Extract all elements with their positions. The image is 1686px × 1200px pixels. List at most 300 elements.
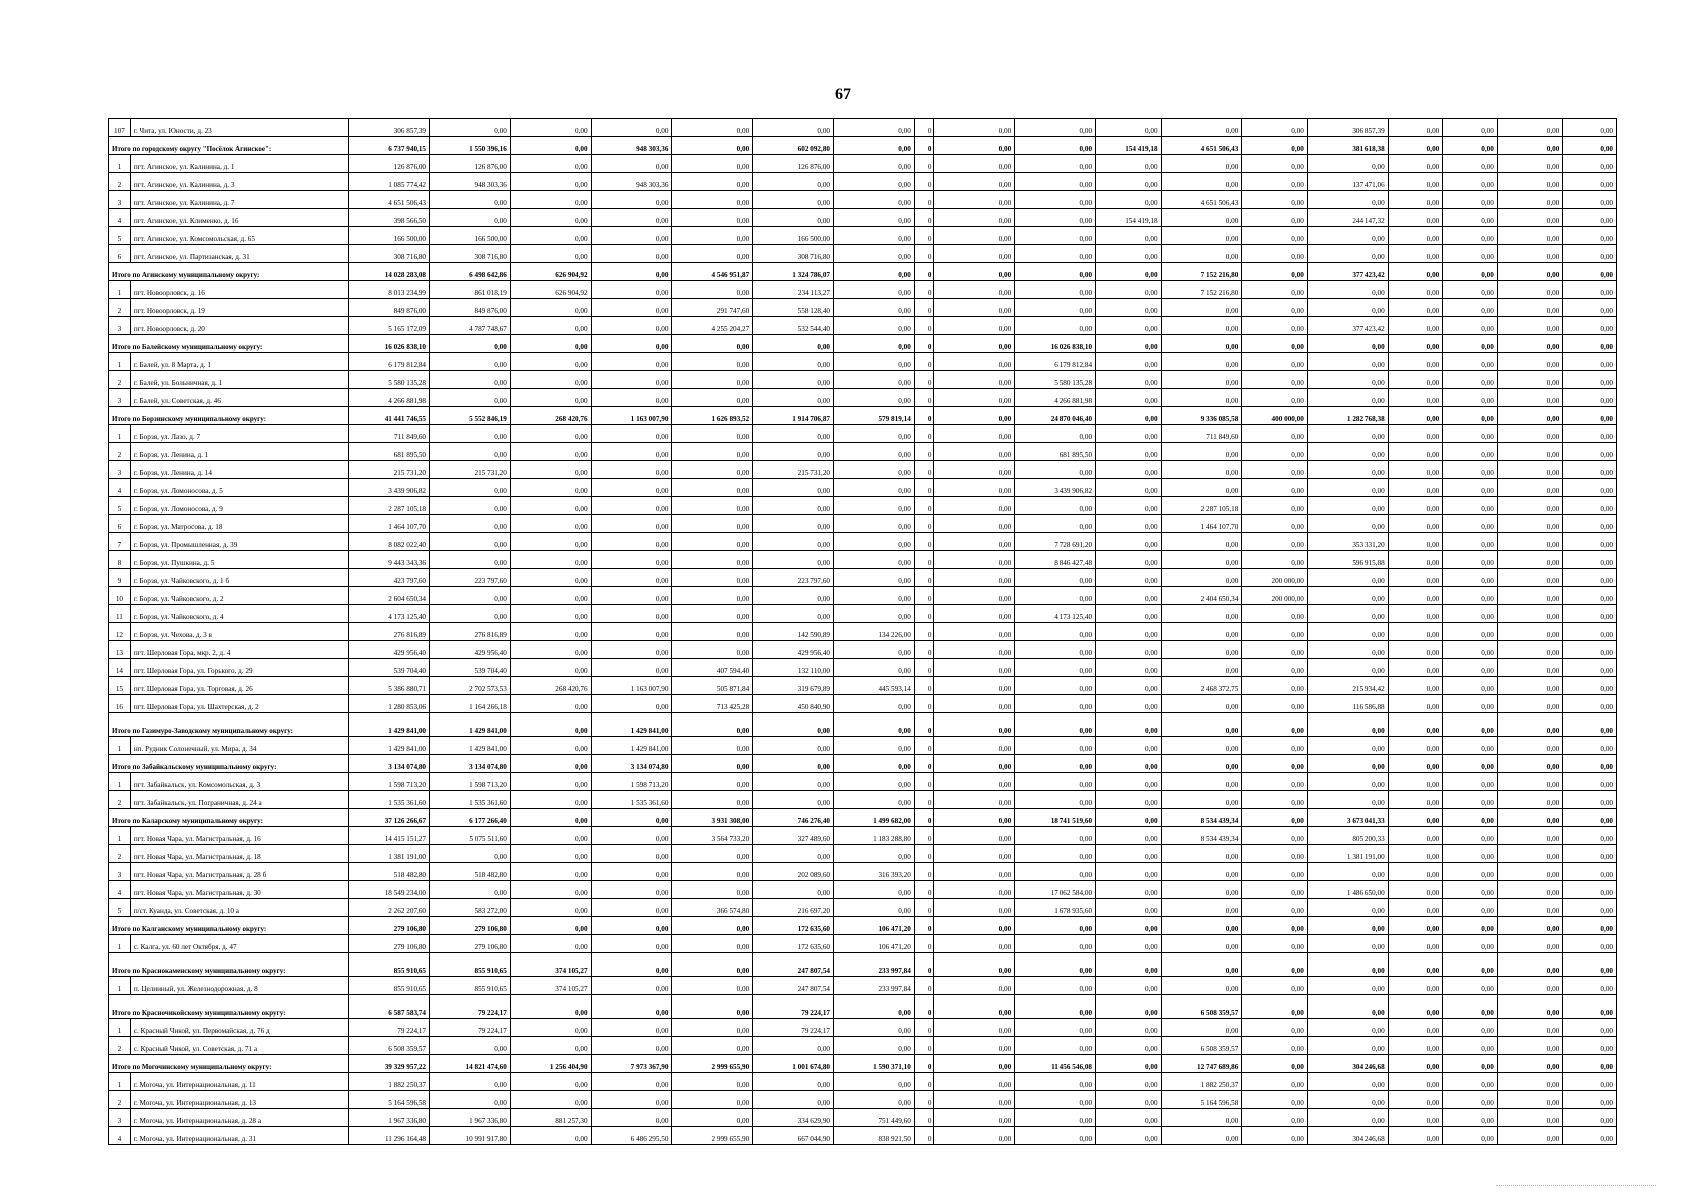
value-cell: 1 164 266,18: [430, 695, 511, 713]
value-cell: 0,00: [1443, 209, 1498, 227]
row-number: 16: [109, 695, 131, 713]
value-cell: 319 679,89: [753, 677, 834, 695]
value-cell: 849 876,00: [349, 299, 430, 317]
value-cell: 0,00: [1563, 827, 1617, 845]
value-cell: 0,00: [1242, 497, 1308, 515]
value-cell: 0,00: [1497, 335, 1563, 353]
address-cell: г. Борзя, ул. Лазо, д. 7: [130, 425, 348, 443]
value-cell: 0,00: [1307, 659, 1388, 677]
value-cell: 79 224,17: [349, 1019, 430, 1037]
value-cell: 0,00: [1096, 119, 1162, 137]
value-cell: 0,00: [510, 863, 591, 881]
value-cell: 0,00: [934, 371, 1015, 389]
value-cell: 0,00: [1096, 479, 1162, 497]
value-cell: 0,00: [934, 737, 1015, 755]
value-cell: 0: [914, 713, 934, 737]
value-cell: 0,00: [510, 641, 591, 659]
address-cell: с. Красный Чикой, ул. Советская, д. 71 а: [130, 1037, 348, 1055]
value-cell: 0,00: [1563, 881, 1617, 899]
value-cell: 0,00: [1161, 389, 1242, 407]
row-number: 1: [109, 935, 131, 953]
value-cell: 0: [914, 479, 934, 497]
value-cell: 0,00: [672, 1109, 753, 1127]
value-cell: 1 282 768,38: [1307, 407, 1388, 425]
value-cell: 0,00: [934, 497, 1015, 515]
row-number: 3: [109, 317, 131, 335]
value-cell: 0,00: [1161, 641, 1242, 659]
value-cell: 0,00: [834, 191, 915, 209]
value-cell: 0,00: [1443, 1055, 1498, 1073]
value-cell: 0,00: [834, 737, 915, 755]
value-cell: 0,00: [1388, 299, 1443, 317]
table-row: [109, 479, 1617, 497]
value-cell: 0,00: [1443, 845, 1498, 863]
total-row: [109, 137, 1617, 155]
value-cell: 0,00: [1563, 299, 1617, 317]
value-cell: 0,00: [1497, 155, 1563, 173]
value-cell: 0,00: [1443, 1073, 1498, 1091]
value-cell: 0,00: [1096, 299, 1162, 317]
value-cell: 0,00: [591, 809, 672, 827]
value-cell: 0,00: [1015, 425, 1096, 443]
value-cell: 0,00: [672, 845, 753, 863]
value-cell: 0,00: [1015, 791, 1096, 809]
value-cell: 0,00: [1242, 137, 1308, 155]
value-cell: 0,00: [1443, 1127, 1498, 1145]
table-row: [109, 935, 1617, 953]
value-cell: 0,00: [672, 443, 753, 461]
row-number: 10: [109, 587, 131, 605]
value-cell: 0,00: [510, 605, 591, 623]
value-cell: 0,00: [753, 479, 834, 497]
value-cell: 0,00: [1307, 995, 1388, 1019]
value-cell: 0,00: [1443, 881, 1498, 899]
row-number: 2: [109, 1037, 131, 1055]
value-cell: 0,00: [1015, 173, 1096, 191]
value-cell: 18 549 234,00: [349, 881, 430, 899]
value-cell: 0,00: [934, 533, 1015, 551]
value-cell: 0,00: [1563, 605, 1617, 623]
value-cell: 1 183 288,80: [834, 827, 915, 845]
value-cell: 0,00: [1497, 461, 1563, 479]
value-cell: 0,00: [1015, 209, 1096, 227]
value-cell: 0,00: [1242, 119, 1308, 137]
value-cell: 0,00: [1096, 533, 1162, 551]
value-cell: 306 857,39: [1307, 119, 1388, 137]
value-cell: 0,00: [430, 845, 511, 863]
value-cell: 0,00: [1497, 935, 1563, 953]
value-cell: 0,00: [510, 227, 591, 245]
total-label: Итого по городскому округу "Посёлок Агинское":: [109, 137, 349, 155]
value-cell: 0,00: [934, 191, 1015, 209]
table-body: [109, 119, 1617, 1145]
value-cell: 0: [914, 443, 934, 461]
value-cell: 0,00: [1161, 623, 1242, 641]
row-number: 1: [109, 737, 131, 755]
value-cell: 0,00: [1497, 569, 1563, 587]
value-cell: 1 001 674,80: [753, 1055, 834, 1073]
value-cell: 0,00: [1307, 191, 1388, 209]
address-cell: пгт. Шерловая Гора, ул. Горького, д. 29: [130, 659, 348, 677]
row-number: 2: [109, 299, 131, 317]
value-cell: 276 816,89: [349, 623, 430, 641]
value-cell: 0,00: [753, 1091, 834, 1109]
value-cell: 0,00: [1443, 899, 1498, 917]
value-cell: 0,00: [834, 695, 915, 713]
value-cell: 0,00: [591, 263, 672, 281]
value-cell: 0,00: [672, 281, 753, 299]
value-cell: 0,00: [1388, 899, 1443, 917]
value-cell: 0,00: [1307, 587, 1388, 605]
value-cell: 3 134 074,80: [591, 755, 672, 773]
value-cell: 3 931 308,00: [672, 809, 753, 827]
value-cell: 0,00: [1242, 191, 1308, 209]
value-cell: 0: [914, 587, 934, 605]
value-cell: 0,00: [1497, 497, 1563, 515]
value-cell: 0: [914, 1109, 934, 1127]
value-cell: 579 819,14: [834, 407, 915, 425]
value-cell: 0,00: [934, 695, 1015, 713]
value-cell: 0: [914, 1055, 934, 1073]
value-cell: 17 062 584,00: [1015, 881, 1096, 899]
value-cell: 0,00: [934, 245, 1015, 263]
value-cell: 154 419,18: [1096, 209, 1162, 227]
value-cell: 0,00: [1388, 1073, 1443, 1091]
value-cell: 0,00: [1015, 695, 1096, 713]
value-cell: 0,00: [591, 443, 672, 461]
value-cell: 0,00: [1096, 227, 1162, 245]
value-cell: 0,00: [934, 827, 1015, 845]
value-cell: 0,00: [1242, 551, 1308, 569]
table-row: [109, 605, 1617, 623]
value-cell: 4 266 881,98: [1015, 389, 1096, 407]
value-cell: 0,00: [1388, 587, 1443, 605]
value-cell: 0,00: [1096, 863, 1162, 881]
value-cell: 0,00: [510, 389, 591, 407]
value-cell: 0,00: [1563, 899, 1617, 917]
value-cell: 0,00: [672, 155, 753, 173]
table-row: [109, 515, 1617, 533]
value-cell: 0,00: [1242, 953, 1308, 977]
value-cell: 0,00: [1563, 623, 1617, 641]
value-cell: 11 296 164,48: [349, 1127, 430, 1145]
value-cell: 2 999 655,90: [672, 1055, 753, 1073]
value-cell: 0,00: [591, 497, 672, 515]
value-cell: 0,00: [1242, 845, 1308, 863]
value-cell: 0,00: [834, 713, 915, 737]
value-cell: 0,00: [934, 605, 1015, 623]
value-cell: 1 626 893,52: [672, 407, 753, 425]
address-cell: пгт. Агинское, ул. Комсомольская, д. 65: [130, 227, 348, 245]
value-cell: 0,00: [1242, 389, 1308, 407]
value-cell: 948 303,36: [591, 173, 672, 191]
value-cell: 132 110,00: [753, 659, 834, 677]
value-cell: 596 915,88: [1307, 551, 1388, 569]
address-cell: г. Балей, ул. Больничная, д. 1: [130, 371, 348, 389]
value-cell: 0,00: [591, 935, 672, 953]
value-cell: 0,00: [430, 587, 511, 605]
value-cell: 0,00: [1307, 1037, 1388, 1055]
value-cell: 0,00: [834, 773, 915, 791]
value-cell: 0,00: [1015, 737, 1096, 755]
value-cell: 0,00: [1096, 755, 1162, 773]
value-cell: 0,00: [430, 335, 511, 353]
value-cell: 0: [914, 737, 934, 755]
value-cell: 0,00: [1161, 209, 1242, 227]
value-cell: 0,00: [510, 155, 591, 173]
value-cell: 0,00: [1443, 917, 1498, 935]
value-cell: 268 420,76: [510, 677, 591, 695]
value-cell: 0,00: [510, 623, 591, 641]
value-cell: 1 280 853,06: [349, 695, 430, 713]
value-cell: 0,00: [1497, 551, 1563, 569]
value-cell: 7 152 216,80: [1161, 263, 1242, 281]
value-cell: 0: [914, 497, 934, 515]
value-cell: 0,00: [1242, 977, 1308, 995]
value-cell: 12 747 689,86: [1161, 1055, 1242, 1073]
value-cell: 0,00: [672, 353, 753, 371]
value-cell: 0,00: [430, 1073, 511, 1091]
value-cell: 0,00: [1161, 1109, 1242, 1127]
value-cell: 0,00: [1563, 1109, 1617, 1127]
value-cell: 0,00: [1563, 1073, 1617, 1091]
value-cell: 0,00: [834, 371, 915, 389]
address-cell: г. Борзя, ул. Матросова, д. 18: [130, 515, 348, 533]
value-cell: 215 731,20: [349, 461, 430, 479]
value-cell: 0,00: [1015, 1019, 1096, 1037]
table-row: [109, 1091, 1617, 1109]
table-row: [109, 173, 1617, 191]
value-cell: 0,00: [1388, 389, 1443, 407]
value-cell: 0,00: [1563, 371, 1617, 389]
value-cell: 0,00: [591, 1091, 672, 1109]
value-cell: 0,00: [753, 191, 834, 209]
value-cell: 6 508 359,57: [1161, 995, 1242, 1019]
value-cell: 0,00: [1015, 917, 1096, 935]
value-cell: 0,00: [1015, 587, 1096, 605]
value-cell: 0,00: [1563, 317, 1617, 335]
value-cell: 849 876,00: [430, 299, 511, 317]
value-cell: 0,00: [1096, 827, 1162, 845]
value-cell: 0,00: [1307, 1073, 1388, 1091]
value-cell: 0,00: [834, 335, 915, 353]
value-cell: 0,00: [1015, 995, 1096, 1019]
value-cell: 0,00: [1563, 569, 1617, 587]
value-cell: 0,00: [753, 881, 834, 899]
value-cell: 6 587 583,74: [349, 995, 430, 1019]
value-cell: 0,00: [1563, 995, 1617, 1019]
value-cell: 0,00: [1497, 713, 1563, 737]
value-cell: 0,00: [1388, 695, 1443, 713]
value-cell: 0,00: [934, 755, 1015, 773]
value-cell: 0,00: [672, 245, 753, 263]
value-cell: 0,00: [591, 917, 672, 935]
value-cell: 2 999 655,90: [672, 1127, 753, 1145]
value-cell: 5 552 846,19: [430, 407, 511, 425]
value-cell: 0,00: [934, 773, 1015, 791]
value-cell: 0,00: [1242, 227, 1308, 245]
value-cell: 0,00: [1563, 935, 1617, 953]
value-cell: 0,00: [1497, 605, 1563, 623]
value-cell: 11 456 546,08: [1015, 1055, 1096, 1073]
value-cell: 0,00: [510, 479, 591, 497]
table-row: [109, 641, 1617, 659]
value-cell: 429 956,40: [753, 641, 834, 659]
value-cell: 0: [914, 335, 934, 353]
value-cell: 0,00: [1015, 623, 1096, 641]
value-cell: 200 000,00: [1242, 569, 1308, 587]
value-cell: 4 546 951,87: [672, 263, 753, 281]
value-cell: 0,00: [1242, 899, 1308, 917]
row-number: 2: [109, 845, 131, 863]
value-cell: 0,00: [591, 155, 672, 173]
value-cell: 0,00: [430, 479, 511, 497]
value-cell: 0,00: [753, 755, 834, 773]
value-cell: 0,00: [1161, 977, 1242, 995]
value-cell: 0,00: [1015, 713, 1096, 737]
value-cell: 0,00: [753, 845, 834, 863]
value-cell: 0,00: [934, 335, 1015, 353]
value-cell: 0,00: [1096, 917, 1162, 935]
value-cell: 0,00: [753, 497, 834, 515]
value-cell: 0: [914, 461, 934, 479]
value-cell: 0,00: [1161, 227, 1242, 245]
row-number: 6: [109, 515, 131, 533]
total-label: Итого по Красночикойскому муниципальному округу:: [109, 995, 349, 1019]
value-cell: 37 126 266,67: [349, 809, 430, 827]
value-cell: 0,00: [1307, 713, 1388, 737]
value-cell: 0,00: [934, 443, 1015, 461]
value-cell: 626 904,92: [510, 263, 591, 281]
value-cell: 0,00: [1563, 461, 1617, 479]
value-cell: 0,00: [510, 461, 591, 479]
value-cell: 0,00: [1563, 443, 1617, 461]
value-cell: 0,00: [1242, 773, 1308, 791]
value-cell: 1 381 191,00: [349, 845, 430, 863]
value-cell: 9 336 085,58: [1161, 407, 1242, 425]
value-cell: 0,00: [510, 299, 591, 317]
value-cell: 0,00: [1497, 227, 1563, 245]
value-cell: 0,00: [1307, 443, 1388, 461]
value-cell: 0,00: [1563, 353, 1617, 371]
value-cell: 0,00: [1161, 533, 1242, 551]
value-cell: 0,00: [1497, 1073, 1563, 1091]
value-cell: 0,00: [1161, 845, 1242, 863]
value-cell: 0,00: [430, 389, 511, 407]
value-cell: 0,00: [834, 551, 915, 569]
value-cell: 0,00: [1096, 443, 1162, 461]
value-cell: 16 026 838,10: [349, 335, 430, 353]
value-cell: 0: [914, 977, 934, 995]
value-cell: 0,00: [1497, 1091, 1563, 1109]
value-cell: 0,00: [1307, 977, 1388, 995]
value-cell: 0,00: [834, 497, 915, 515]
value-cell: 2 468 372,75: [1161, 677, 1242, 695]
value-cell: 0,00: [1388, 461, 1443, 479]
value-cell: 0,00: [1161, 695, 1242, 713]
table-row: [109, 209, 1617, 227]
value-cell: 0,00: [1161, 1019, 1242, 1037]
value-cell: 855 910,65: [349, 977, 430, 995]
value-cell: 0,00: [672, 737, 753, 755]
value-cell: 0,00: [1096, 605, 1162, 623]
value-cell: 279 106,80: [430, 935, 511, 953]
value-cell: 0,00: [934, 173, 1015, 191]
value-cell: 0,00: [1096, 335, 1162, 353]
value-cell: 0,00: [834, 173, 915, 191]
value-cell: 0,00: [510, 497, 591, 515]
value-cell: 0,00: [1096, 1037, 1162, 1055]
value-cell: 0,00: [834, 899, 915, 917]
value-cell: 24 870 046,40: [1015, 407, 1096, 425]
value-cell: 0,00: [834, 791, 915, 809]
value-cell: 0,00: [1388, 827, 1443, 845]
value-cell: 0,00: [1161, 935, 1242, 953]
row-number: 4: [109, 1127, 131, 1145]
value-cell: 2 604 650,34: [349, 587, 430, 605]
value-cell: 0,00: [1242, 461, 1308, 479]
value-cell: 0,00: [934, 317, 1015, 335]
address-cell: п. Целинный, ул. Железнодорожная, д. 8: [130, 977, 348, 995]
value-cell: 0,00: [1307, 479, 1388, 497]
value-cell: 268 420,76: [510, 407, 591, 425]
value-cell: 0: [914, 389, 934, 407]
value-cell: 0,00: [1443, 569, 1498, 587]
value-cell: 0,00: [1563, 845, 1617, 863]
value-cell: 0,00: [591, 605, 672, 623]
value-cell: 0,00: [591, 953, 672, 977]
value-cell: 0,00: [1497, 845, 1563, 863]
value-cell: 0,00: [934, 407, 1015, 425]
address-cell: пгт. Новая Чара, ул. Магистральная, д. 30: [130, 881, 348, 899]
row-number: 1: [109, 827, 131, 845]
value-cell: 0,00: [1497, 755, 1563, 773]
table-row: [109, 227, 1617, 245]
value-cell: 0,00: [934, 659, 1015, 677]
value-cell: 0,00: [672, 479, 753, 497]
value-cell: 0,00: [1497, 953, 1563, 977]
value-cell: 0,00: [510, 791, 591, 809]
value-cell: 0,00: [591, 827, 672, 845]
value-cell: 0,00: [672, 569, 753, 587]
value-cell: 7 152 216,80: [1161, 281, 1242, 299]
value-cell: 0,00: [1161, 155, 1242, 173]
value-cell: 0,00: [934, 389, 1015, 407]
value-cell: 0,00: [672, 1091, 753, 1109]
value-cell: 0,00: [1242, 1019, 1308, 1037]
value-cell: 0,00: [1497, 191, 1563, 209]
value-cell: 0,00: [934, 461, 1015, 479]
table-row: [109, 677, 1617, 695]
value-cell: 398 566,50: [349, 209, 430, 227]
value-cell: 0: [914, 551, 934, 569]
value-cell: 0: [914, 917, 934, 935]
value-cell: 172 635,60: [753, 917, 834, 935]
total-row: [109, 995, 1617, 1019]
value-cell: 0,00: [834, 479, 915, 497]
value-cell: 0,00: [1388, 605, 1443, 623]
value-cell: 0,00: [1497, 299, 1563, 317]
value-cell: 0,00: [1242, 623, 1308, 641]
value-cell: 0,00: [1443, 935, 1498, 953]
value-cell: 0: [914, 425, 934, 443]
value-cell: 1 163 007,90: [591, 407, 672, 425]
value-cell: 0,00: [1015, 227, 1096, 245]
value-cell: 445 593,14: [834, 677, 915, 695]
value-cell: 0,00: [1161, 479, 1242, 497]
value-cell: 0,00: [430, 515, 511, 533]
value-cell: 0,00: [1388, 335, 1443, 353]
